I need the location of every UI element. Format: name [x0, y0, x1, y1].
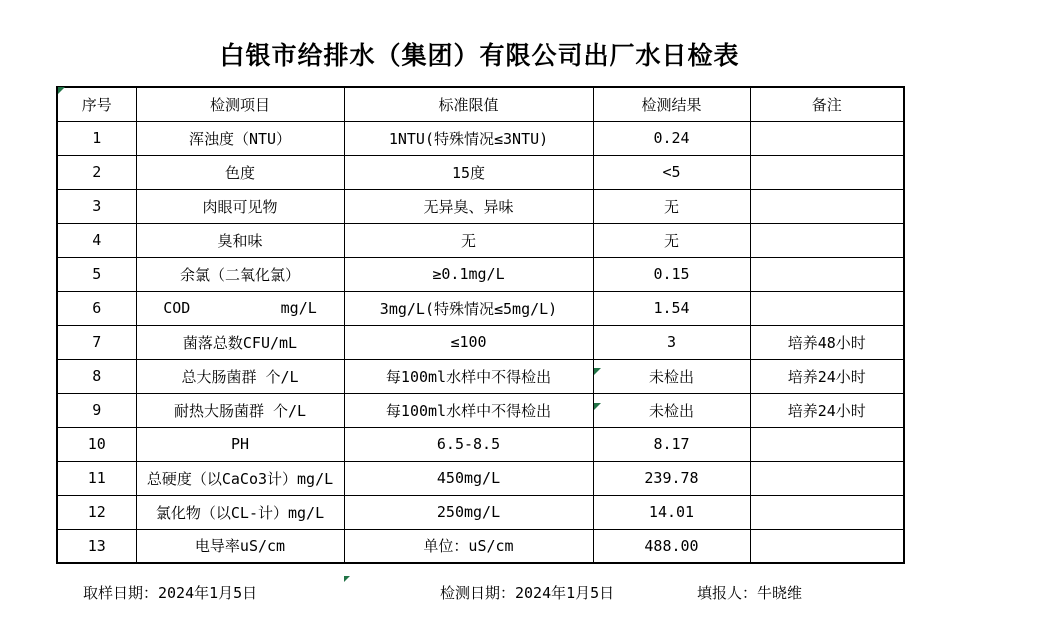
page-title: 白银市给排水（集团）有限公司出厂水日检表: [219, 41, 740, 70]
table-row: [57, 223, 904, 257]
serial-number-cell: 13: [57, 529, 136, 563]
serial-number-cell: 10: [57, 427, 136, 461]
test-item-cell: 电导率uS/cm: [136, 529, 344, 563]
test-item-cell: 氯化物（以CL-计）mg/L: [136, 495, 344, 529]
serial-number-cell: 1: [57, 121, 136, 155]
serial-number-cell: 5: [57, 257, 136, 291]
standard-limit-cell: 每100ml水样中不得检出: [344, 359, 593, 393]
table-row: [57, 359, 904, 393]
table-row: [57, 427, 904, 461]
test-item-cell: PH: [136, 427, 344, 461]
serial-number-cell: 7: [57, 325, 136, 359]
serial-number-cell: 6: [57, 291, 136, 325]
header-test-result: 检测结果: [593, 87, 750, 121]
serial-number-cell: 12: [57, 495, 136, 529]
header-serial-number: 序号: [57, 87, 136, 121]
remark-cell: 培养24小时: [750, 393, 904, 427]
test-item-cell: 菌落总数CFU/mL: [136, 325, 344, 359]
remark-cell: [750, 155, 904, 189]
standard-limit-cell: ≤100: [344, 325, 593, 359]
table-row: [57, 393, 904, 427]
standard-limit-cell: 3mg/L(特殊情况≤5mg/L): [344, 291, 593, 325]
remark-cell: 培养48小时: [750, 325, 904, 359]
test-item-cell: 余氯（二氧化氯）: [136, 257, 344, 291]
standard-limit-cell: 单位：uS/cm: [344, 529, 593, 563]
header-standard-limit: 标准限值: [344, 87, 593, 121]
remark-cell: [750, 427, 904, 461]
standard-limit-cell: 450mg/L: [344, 461, 593, 495]
remark-cell: 培养24小时: [750, 359, 904, 393]
remark-cell: [750, 223, 904, 257]
test-item-cell: 臭和味: [136, 223, 344, 257]
standard-limit-cell: 250mg/L: [344, 495, 593, 529]
test-result-cell: 未检出: [593, 359, 750, 393]
table-row: [57, 325, 904, 359]
table-row: [57, 189, 904, 223]
test-item-cell: 浑浊度（NTU）: [136, 121, 344, 155]
test-result-cell: 239.78: [593, 461, 750, 495]
test-item-cell: 肉眼可见物: [136, 189, 344, 223]
test-result-cell: 0.24: [593, 121, 750, 155]
reporter-text: 填报人：牛晓维: [697, 584, 803, 602]
serial-number-cell: 8: [57, 359, 136, 393]
water-daily-check-table: [56, 86, 905, 564]
table-body: [57, 121, 904, 563]
standard-limit-cell: 15度: [344, 155, 593, 189]
remark-cell: [750, 529, 904, 563]
serial-number-cell: 11: [57, 461, 136, 495]
serial-number-cell: 4: [57, 223, 136, 257]
table-row: [57, 529, 904, 563]
table-row: [57, 461, 904, 495]
remark-cell: [750, 189, 904, 223]
test-result-cell: 8.17: [593, 427, 750, 461]
excel-error-indicator: [344, 576, 350, 582]
test-item-cell: COD mg/L: [136, 291, 344, 325]
standard-limit-cell: 无: [344, 223, 593, 257]
header-remark: 备注: [750, 87, 904, 121]
serial-number-cell: 3: [57, 189, 136, 223]
excel-error-indicator: [594, 368, 601, 375]
test-result-cell: 14.01: [593, 495, 750, 529]
test-item-cell: 耐热大肠菌群 个/L: [136, 393, 344, 427]
table-row: [57, 257, 904, 291]
test-item-cell: 色度: [136, 155, 344, 189]
table-row: [57, 291, 904, 325]
test-result-cell: 1.54: [593, 291, 750, 325]
standard-limit-cell: 6.5-8.5: [344, 427, 593, 461]
test-item-cell: 总大肠菌群 个/L: [136, 359, 344, 393]
test-item-cell: 总硬度（以CaCo3计）mg/L: [136, 461, 344, 495]
remark-cell: [750, 495, 904, 529]
excel-error-indicator: [58, 87, 65, 94]
remark-cell: [750, 257, 904, 291]
remark-cell: [750, 291, 904, 325]
test-result-cell: 488.00: [593, 529, 750, 563]
standard-limit-cell: 无异臭、异味: [344, 189, 593, 223]
remark-cell: [750, 461, 904, 495]
table-header-row: [57, 87, 904, 121]
test-result-cell: 无: [593, 223, 750, 257]
header-test-item: 检测项目: [136, 87, 344, 121]
table-row: [57, 155, 904, 189]
table-row: [57, 121, 904, 155]
test-result-cell: <5: [593, 155, 750, 189]
remark-cell: [750, 121, 904, 155]
standard-limit-cell: 1NTU(特殊情况≤3NTU): [344, 121, 593, 155]
test-result-cell: 0.15: [593, 257, 750, 291]
test-result-cell: 3: [593, 325, 750, 359]
test-result-cell: 未检出: [593, 393, 750, 427]
test-result-cell: 无: [593, 189, 750, 223]
serial-number-cell: 2: [57, 155, 136, 189]
test-date-text: 检测日期：2024年1月5日: [440, 584, 615, 602]
table-row: [57, 495, 904, 529]
sampling-date-text: 取样日期：2024年1月5日: [83, 584, 258, 602]
standard-limit-cell: 每100ml水样中不得检出: [344, 393, 593, 427]
standard-limit-cell: ≥0.1mg/L: [344, 257, 593, 291]
serial-number-cell: 9: [57, 393, 136, 427]
excel-error-indicator: [594, 403, 601, 410]
